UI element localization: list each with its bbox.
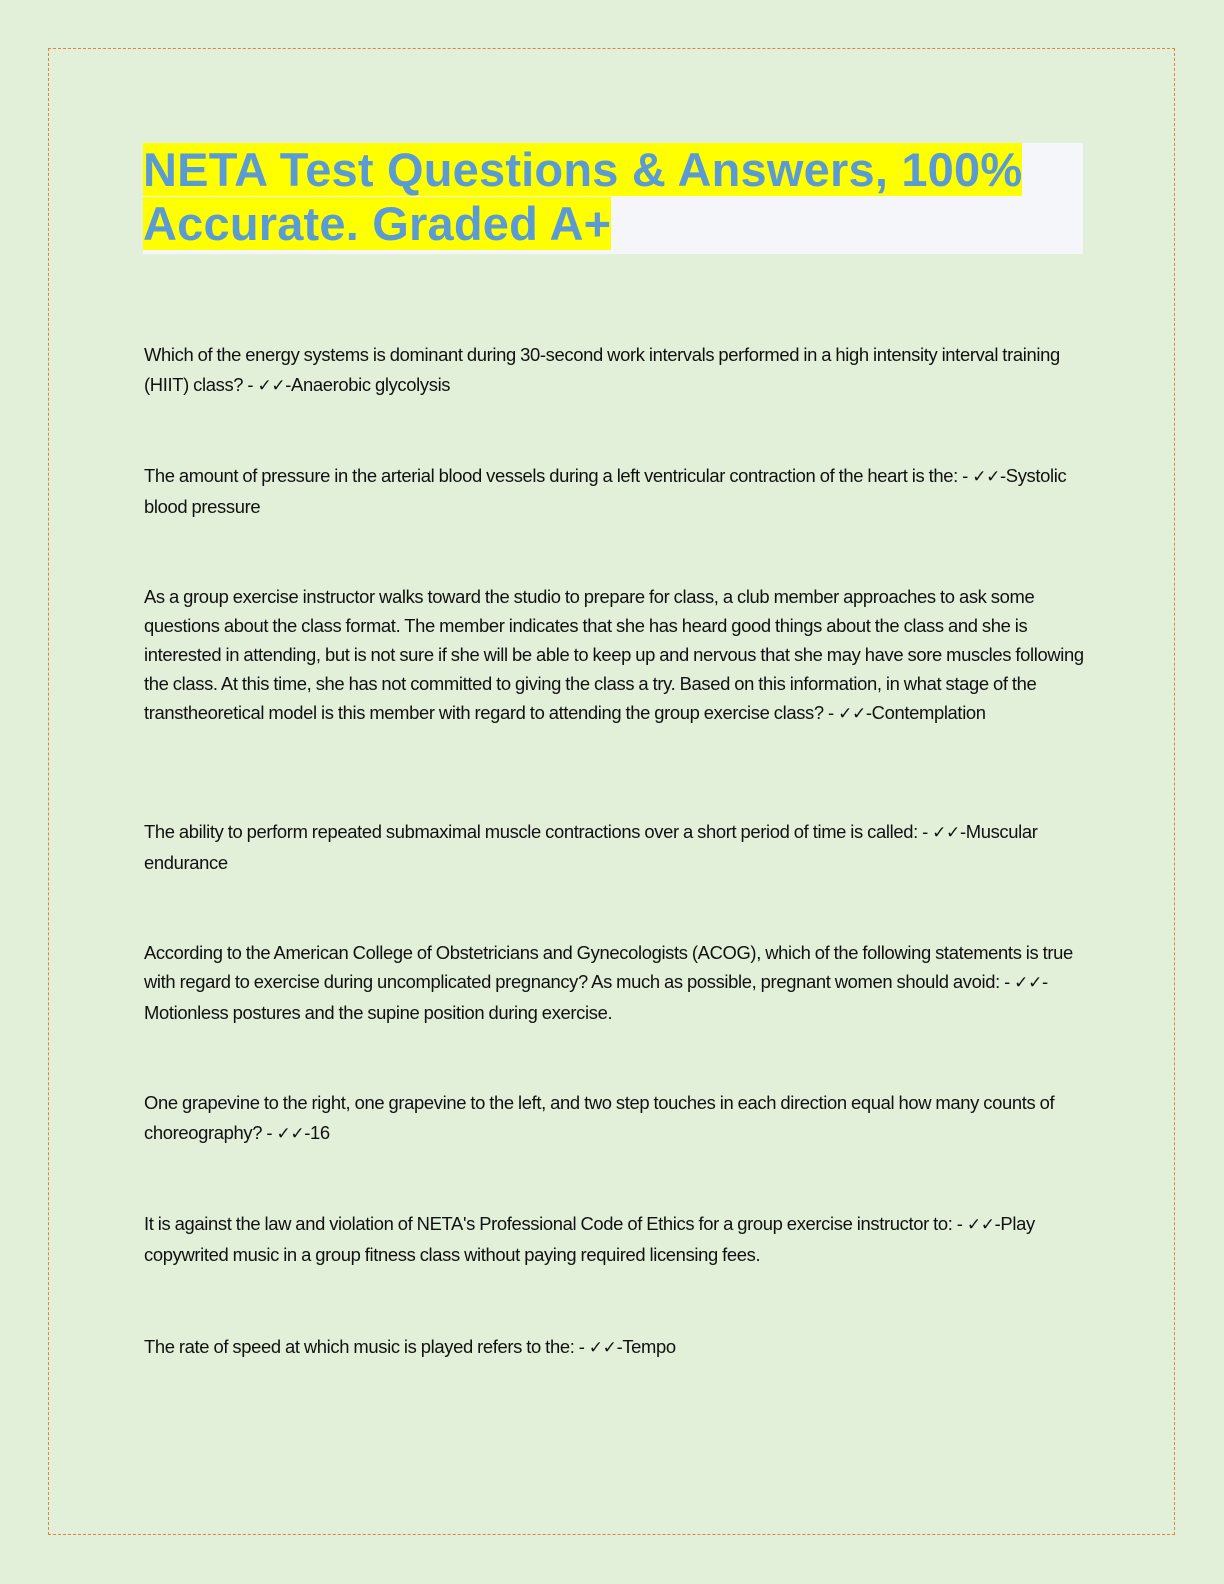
answer-text: -16 xyxy=(304,1122,330,1143)
title-line-1: NETA Test Questions & Answers, 100% xyxy=(143,143,1023,196)
double-check-icon: ✓✓ xyxy=(932,823,960,843)
qa-item: According to the American College of Obstetricians and Gynecologists (ACOG), which of the following statements is true with regard to exercise during uncomplicated pregnancy? As much as possible, pregnant women should avoid: - ✓✓-Motionless postures and the supine position during exercise. xyxy=(144,942,1073,1023)
qa-item: One grapevine to the right, one grapevine to the left, and two step touches in each direction equal how many counts of choreography? - ✓✓-16 xyxy=(144,1092,1055,1144)
question-text: As a group exercise instructor walks toward the studio to prepare for class, a club member approaches to ask some questions about the class format. The member indicates that she has heard good things about the class and she is interested in attending, but is not sure if she will be able to keep up and nervous that she may have sore muscles following the class. At this time, she has not committed to giving the class a try. Based on this information, in what stage of the transtheoretical model is this member with regard to attending the group exercise class? xyxy=(144,586,1084,723)
answer-text: -Tempo xyxy=(616,1336,676,1357)
question-text: The rate of speed at which music is played refers to the: xyxy=(144,1336,575,1357)
question-text: Which of the energy systems is dominant during 30-second work intervals performed in a high intensity interval training (HIIT) class? xyxy=(144,344,1060,395)
double-check-icon: ✓✓ xyxy=(588,1338,617,1358)
question-text: The ability to perform repeated submaximal muscle contractions over a short period of time is called: xyxy=(144,821,918,842)
answer-text: -Systolic blood pressure xyxy=(144,465,1067,517)
double-check-icon: ✓✓ xyxy=(257,376,286,396)
double-check-icon: ✓✓ xyxy=(838,704,866,724)
qa-item: Which of the energy systems is dominant during 30-second work intervals performed in a high intensity interval training (HIIT) class? - ✓✓-Anaerobic glycolysis xyxy=(144,344,1060,396)
qa-item: It is against the law and violation of NETA's Professional Code of Ethics for a group exercise instructor to: - ✓✓-Play copywrited music in a group fitness class without paying required licensing fees. xyxy=(144,1213,1035,1265)
question-text: The amount of pressure in the arterial blood vessels during a left ventricular contraction of the heart is the: xyxy=(144,465,958,486)
double-check-icon: ✓✓ xyxy=(966,1215,995,1235)
double-check-icon: ✓✓ xyxy=(1014,973,1042,993)
question-text: It is against the law and violation of NETA's Professional Code of Ethics for a group exercise instructor to: xyxy=(144,1213,953,1234)
qa-item: As a group exercise instructor walks toward the studio to prepare for class, a club member approaches to ask some questions about the class format. The member indicates that she has heard good things about the class and she is interested in attending, but is not sure if she will be able to keep up and nervous that she may have sore muscles following the class. At this time, she has not committed to giving the class a try. Based on this information, in what stage of the transtheoretical model is this member with regard to attending the group exercise class? - ✓✓-Contemplation xyxy=(144,586,1084,724)
answer-text: -Play copywrited music in a group fitness class without paying required licensing fees. xyxy=(144,1213,1035,1265)
answer-text: -Anaerobic glycolysis xyxy=(285,374,451,395)
double-check-icon: ✓✓ xyxy=(276,1124,305,1144)
answer-text: -Contemplation xyxy=(865,702,986,723)
qa-item: The ability to perform repeated submaximal muscle contractions over a short period of time is called: - ✓✓-Muscular endurance xyxy=(144,821,1038,873)
document-title xyxy=(143,143,1083,251)
question-text: According to the American College of Obstetricians and Gynecologists (ACOG), which of the following statements is true with regard to exercise during uncomplicated pregnancy? As much as possible, pregnant women should avoid: xyxy=(144,942,1073,992)
answer-text: -Motionless postures and the supine position during exercise. xyxy=(144,971,1048,1023)
qa-item: The rate of speed at which music is played refers to the: - ✓✓-Tempo xyxy=(144,1336,676,1358)
title-block xyxy=(143,143,1083,254)
page-border xyxy=(48,48,1175,1535)
answer-text: -Muscular endurance xyxy=(144,821,1038,873)
title-line-2: Accurate. Graded A+ xyxy=(143,197,612,250)
question-text: One grapevine to the right, one grapevine to the left, and two step touches in each direction equal how many counts of choreography? xyxy=(144,1092,1055,1143)
double-check-icon: ✓✓ xyxy=(972,467,1001,487)
qa-item: The amount of pressure in the arterial blood vessels during a left ventricular contraction of the heart is the: - ✓✓-Systolic blood pressure xyxy=(144,465,1067,517)
